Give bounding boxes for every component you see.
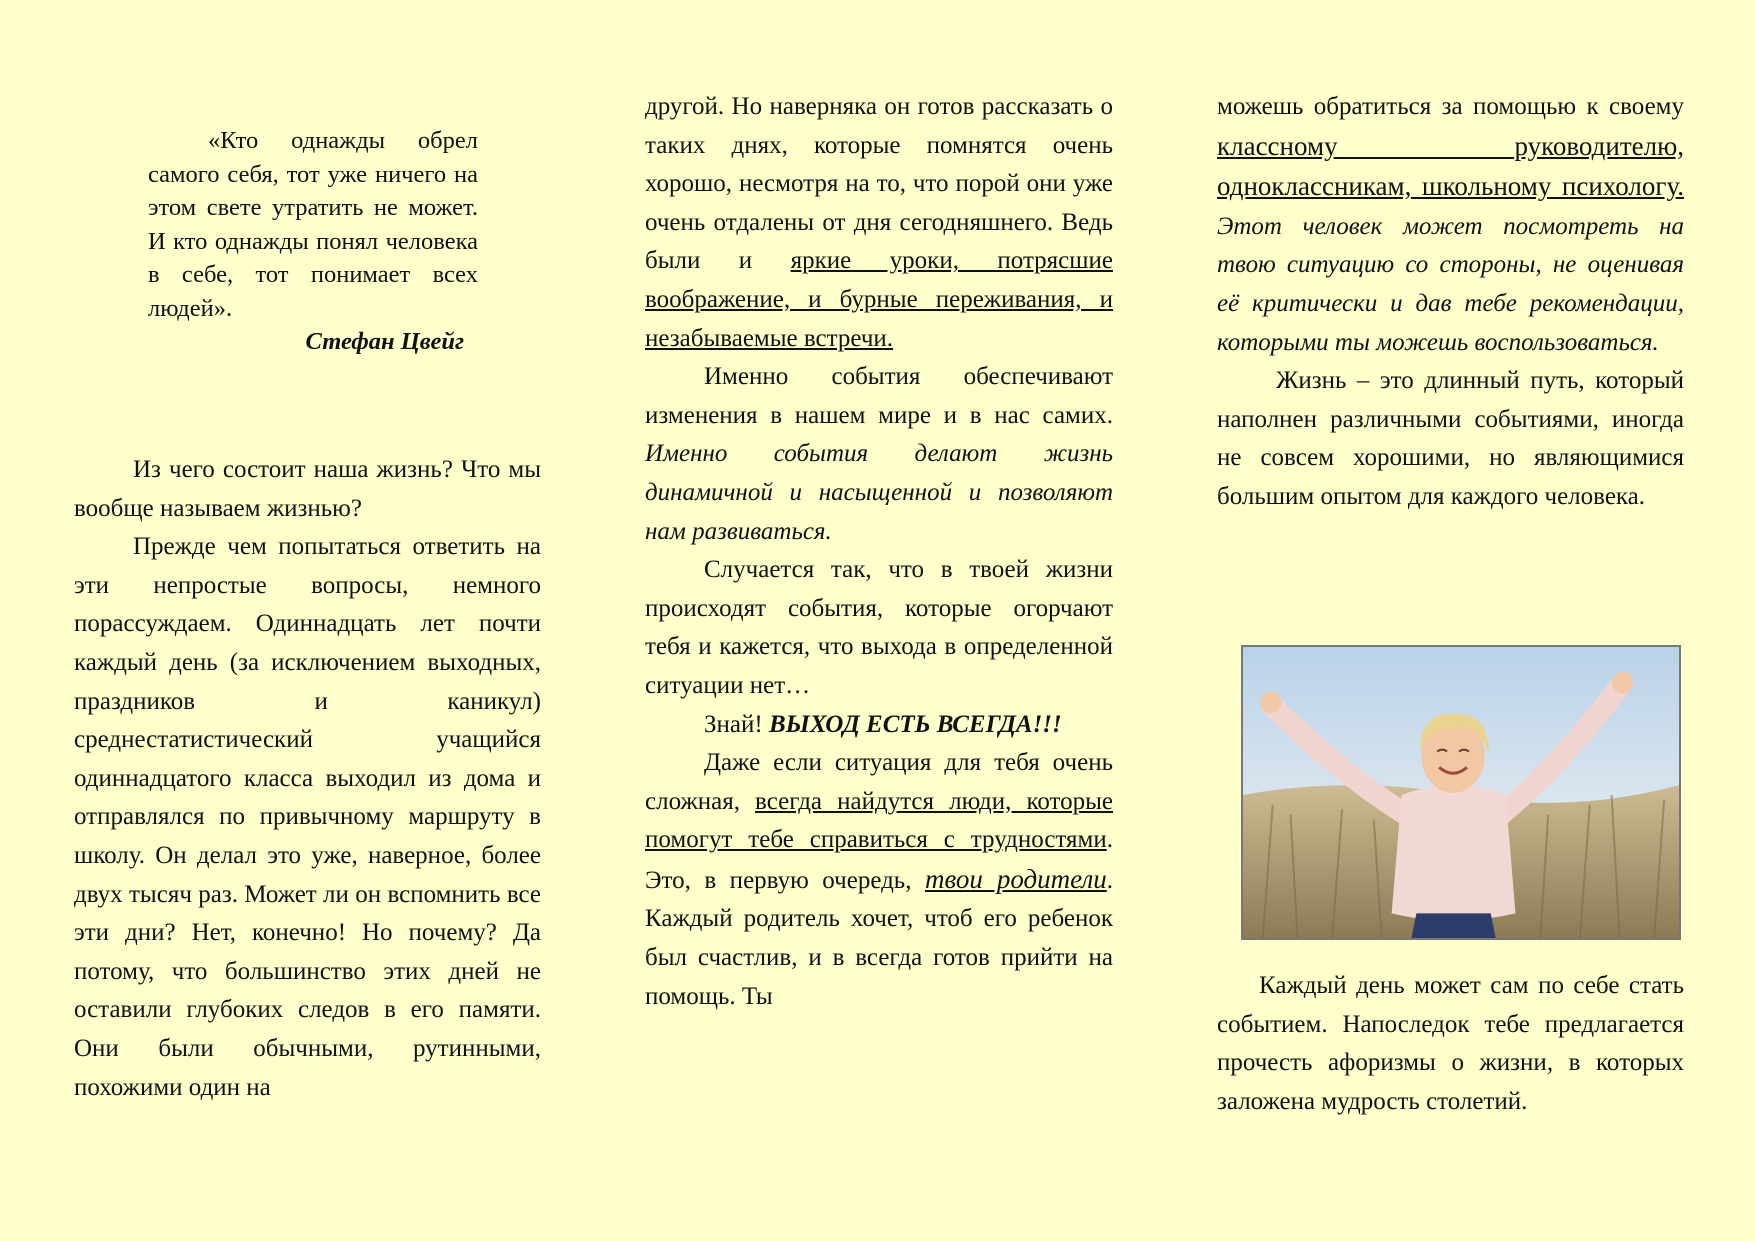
col3-paragraph-3: Каждый день может сам по себе стать событием. Напоследок тебе предлагается прочесть афоризмы о жизни, в которых заложена мудрость столетий.: [1217, 972, 1684, 1115]
child-in-field-photo: [1241, 645, 1681, 940]
col2-paragraph-1: [645, 88, 1113, 358]
column-1: [74, 451, 541, 1107]
epigraph: [148, 124, 478, 359]
col2-p2-text: Именно события обеспечивают изменения в нашем мире и в нас самих.: [645, 363, 1113, 429]
col2-p4-text: Знай!: [704, 710, 769, 738]
col2-paragraph-5: [645, 744, 1113, 1016]
col3-p1-text: можешь обратиться за помощью к своему: [1217, 93, 1684, 120]
col3-paragraph-1: [1217, 88, 1684, 362]
col2-paragraph-2: [645, 358, 1113, 551]
epigraph-quote: «Кто однажды обрел самого себя, тот уже ничего на этом свете утратить не может. И кто однажды понял человека в себе, тот понимает всех людей».: [148, 127, 478, 322]
epigraph-author: Стефан Цвейг: [305, 328, 464, 355]
column-2: [645, 88, 1113, 1016]
col3-p1-italic: Этот человек может посмотреть на твою ситуацию со стороны, не оценивая её критически и дав тебе рекомендации, которыми ты можешь воспользоваться.: [1217, 212, 1684, 356]
col2-p2-italic: Именно события делают жизнь динамичной и насыщенной и позволяют нам развиваться.: [645, 440, 1113, 545]
col1-paragraph-2: Прежде чем попытаться ответить на эти непростые вопросы, немного порассуждаем. Одиннадцать лет почти каждый день (за исключением выходных, праздников и каникул) среднестатистический учащийся одиннадцатого класса выходил из дома и отправлялся по привычному маршруту в школу. Он делал это уже, наверное, более двух тысяч раз. Может ли он вспомнить все эти дни? Нет, конечно! Но почему? Да потому, что большинство этих дней не оставили глубоких следов в его памяти. Они были обычными, рутинными, похожими один на: [74, 533, 541, 1101]
photo-illustration: [1243, 647, 1679, 938]
col2-p1-underlined: яркие уроки, потрясшие воображение, и бурные переживания, и незабываемые встречи.: [645, 247, 1113, 352]
col2-p5-underlined-italic: твои родители: [924, 863, 1107, 894]
col2-p5-underlined: всегда найдутся люди, которые помогут тебе справиться с трудностями: [645, 787, 1113, 854]
col2-p4-bold-italic: ВЫХОД ЕСТЬ ВСЕГДА!!!: [768, 710, 1062, 738]
col2-paragraph-4: [645, 706, 1113, 745]
col2-p5-text-c: . Каждый родитель хочет, чтоб его ребенок был счастлив, и в всегда готов прийти на помощь. Ты: [645, 866, 1113, 1010]
col1-paragraph-1: Из чего состоит наша жизнь? Что мы вообще называем жизнью?: [74, 456, 541, 522]
col2-p5-text-a: Даже если ситуация для тебя очень сложная,: [645, 749, 1113, 815]
col3-paragraph-2: Жизнь – это длинный путь, который наполнен различными событиями, иногда не совсем хорошими, но являющимися большим опытом для каждого человека.: [1217, 367, 1684, 510]
col3-p1-underlined: классному руководителю, одноклассникам, школьному психологу.: [1217, 130, 1684, 202]
col2-p5-text-b: . Это, в первую очередь,: [645, 826, 1113, 894]
column-3: [1217, 88, 1684, 517]
col2-paragraph-3: Случается так, что в твоей жизни происходят события, которые огорчают тебя и кажется, что выхода в определенной ситуации нет…: [645, 556, 1113, 699]
col2-p1-text: другой. Но наверняка он готов рассказать о таких днях, которые помнятся очень хорошо, несмотря на то, что порой они уже очень отдалены от дня сегодняшнего. Ведь были и: [645, 93, 1113, 275]
column-3-bottom: [1217, 967, 1684, 1121]
